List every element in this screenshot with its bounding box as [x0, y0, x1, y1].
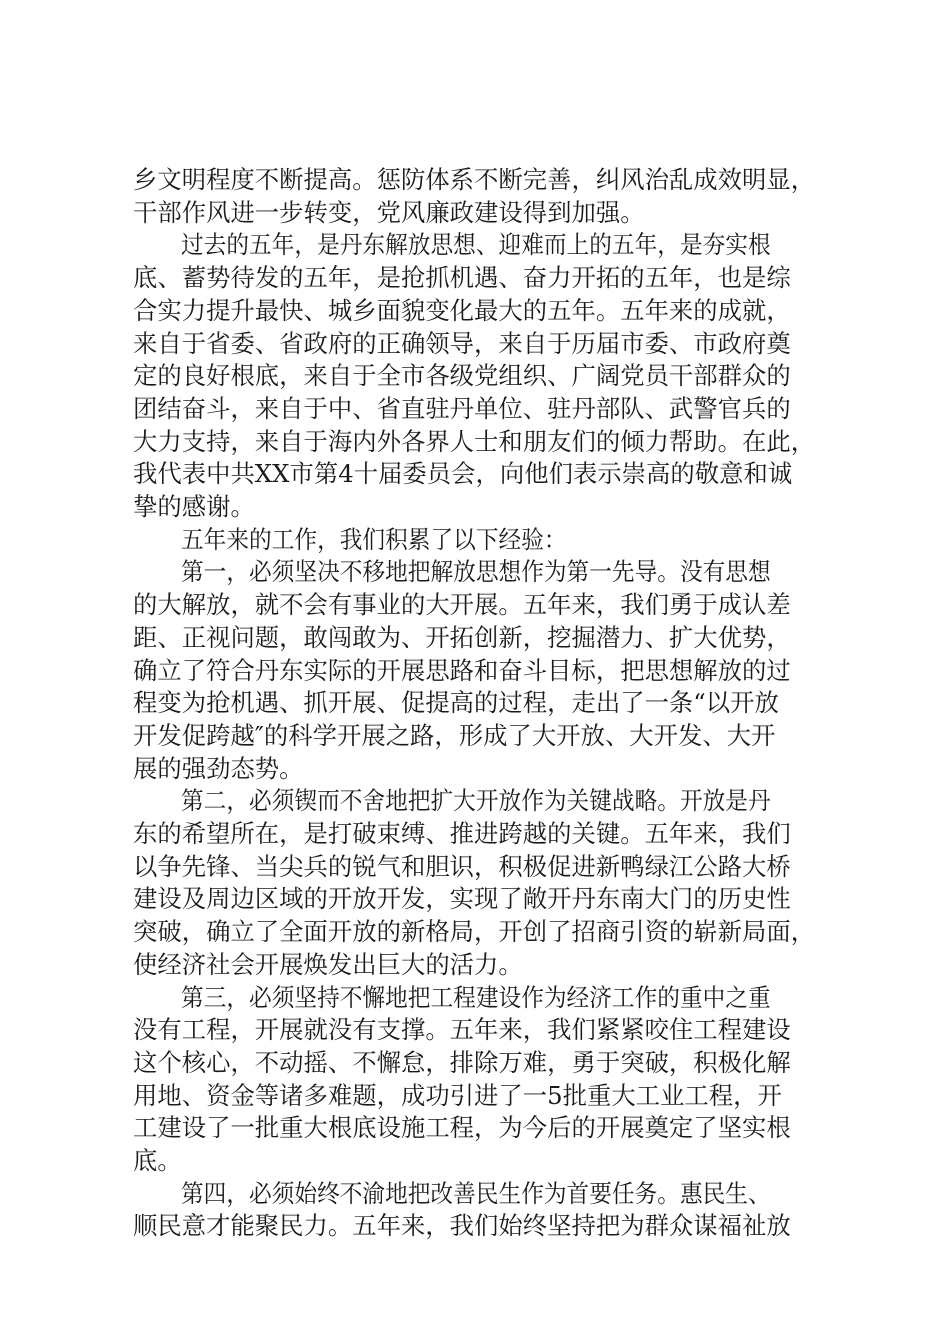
text-line: 突破，确立了全面开放的新格局，开创了招商引资的崭新局面，: [133, 917, 816, 946]
text-line: 大力支持，来自于海内外各界人士和朋友们的倾力帮助。在此，: [133, 427, 816, 456]
text-line: 第四，必须始终不渝地把改善民生作为首要任务。惠民生、: [181, 1179, 771, 1208]
text-line: 确立了符合丹东实际的开展思路和奋斗目标，把思想解放的过: [133, 656, 791, 685]
text-line: 第二，必须锲而不舍地把扩大开放作为关键战略。开放是丹: [181, 786, 771, 815]
text-line: 合实力提升最快、城乡面貌变化最大的五年。五年来的成就，: [133, 296, 791, 325]
text-line: 展的强劲态势。: [133, 754, 304, 783]
text-line: 挚的感谢。: [133, 492, 255, 521]
text-line: 第一，必须坚决不移地把解放思想作为第一先导。没有思想: [181, 557, 771, 586]
text-line: 使经济社会开展焕发出巨大的活力。: [133, 950, 523, 979]
text-line: 程变为抢机遇、抓开展、促提高的过程，走出了一条“以开放: [133, 688, 779, 717]
text-line: 定的良好根底，来自于全市各级党组织、广阔党员干部群众的: [133, 361, 791, 390]
text-line: 过去的五年，是丹东解放思想、迎难而上的五年，是夯实根: [181, 230, 771, 259]
text-line: 以争先锋、当尖兵的锐气和胆识，积极促进新鸭绿江公路大桥: [133, 852, 791, 881]
text-line: 开发促跨越″的科学开展之路，形成了大开放、大开发、大开: [133, 721, 776, 750]
text-line: 东的希望所在，是打破束缚、推进跨越的关键。五年来，我们: [133, 819, 791, 848]
text-line: 来自于省委、省政府的正确领导，来自于历届市委、市政府奠: [133, 329, 791, 358]
text-line: 底、蓄势待发的五年，是抢抓机遇、奋力开拓的五年，也是综: [133, 263, 791, 292]
text-line: 的大解放，就不会有事业的大开展。五年来，我们勇于成认差: [133, 590, 791, 619]
text-line: 乡文明程度不断提高。惩防体系不断完善，纠风治乱成效明显，: [133, 165, 816, 194]
text-line: 顺民意才能聚民力。五年来，我们始终坚持把为群众谋福祉放: [133, 1211, 791, 1240]
text-line: 底。: [133, 1146, 182, 1175]
text-line: 这个核心，不动摇、不懈怠，排除万难，勇于突破，积极化解: [133, 1048, 791, 1077]
text-line: 工建设了一批重大根底设施工程，为今后的开展奠定了坚实根: [133, 1113, 791, 1142]
text-line: 没有工程，开展就没有支撑。五年来，我们紧紧咬住工程建设: [133, 1015, 791, 1044]
text-line: 五年来的工作，我们积累了以下经验：: [181, 525, 567, 554]
text-line: 用地、资金等诸多难题，成功引进了一5批重大工业工程，开: [133, 1081, 782, 1110]
text-line: 团结奋斗，来自于中、省直驻丹单位、驻丹部队、武警官兵的: [133, 394, 791, 423]
text-line: 我代表中共XX市第4十届委员会，向他们表示崇高的敬意和诚: [133, 459, 793, 488]
text-line: 距、正视问题，敢闯敢为、开拓创新，挖掘潜力、扩大优势，: [133, 623, 791, 652]
text-line: 第三，必须坚持不懈地把工程建设作为经济工作的重中之重: [181, 983, 771, 1012]
text-line: 干部作风进一步转变，党风廉政建设得到加强。: [133, 198, 645, 227]
text-line: 建设及周边区域的开放开发，实现了敞开丹东南大门的历史性: [133, 884, 791, 913]
